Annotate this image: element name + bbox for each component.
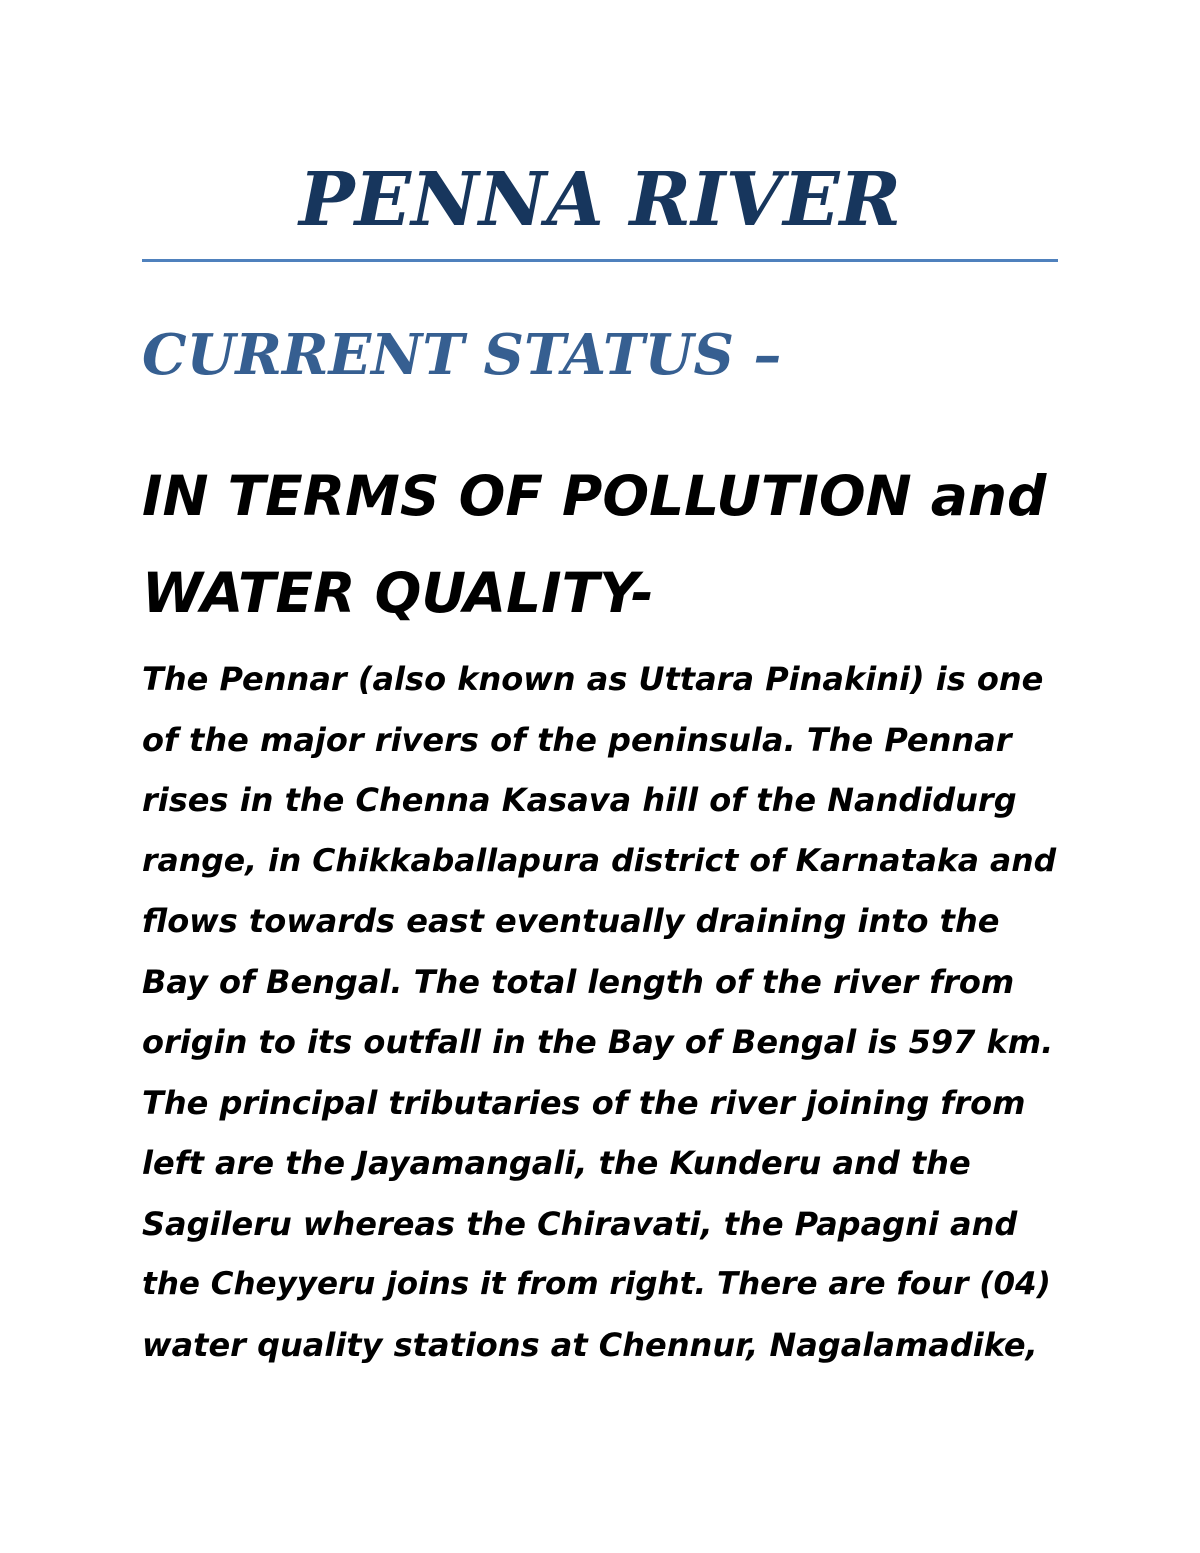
paragraph-line: range, in Chikkaballapura district of Karnataka and bbox=[142, 842, 1057, 879]
paragraph-line: rises in the Chenna Kasava hill of the Nandidurg bbox=[142, 781, 1017, 819]
paragraph-line: The Pennar (also known as Uttara Pinakini) is one bbox=[142, 660, 1044, 698]
document-title: PENNA RIVER bbox=[299, 157, 901, 243]
body-paragraph bbox=[142, 649, 1058, 1375]
paragraph-line: flows towards east eventually draining into the bbox=[142, 902, 1000, 940]
paragraph-line: Bay of Bengal. The total length of the river from bbox=[142, 962, 1015, 1001]
paragraph-line: of the major rivers of the peninsula. The Pennar bbox=[142, 720, 1012, 759]
paragraph-line: left are the Jayamangali, the Kunderu and the bbox=[142, 1144, 971, 1182]
paragraph-line: Sagileru whereas the Chiravati, the Papagni and bbox=[142, 1204, 1018, 1243]
paragraph-line: the Cheyyeru joins it from right. There are four (04) bbox=[142, 1266, 1051, 1302]
heading-line: IN TERMS OF POLLUTION and bbox=[142, 464, 1047, 528]
title-underline-divider bbox=[142, 259, 1058, 262]
section-subtitle: CURRENT STATUS – bbox=[142, 322, 782, 388]
heading-line: WATER QUALITY- bbox=[142, 561, 654, 625]
paragraph-line: water quality stations at Chennur, Nagalamadike, bbox=[142, 1325, 1038, 1364]
section-heading bbox=[142, 448, 1058, 642]
paragraph-line: origin to its outfall in the Bay of Bengal is 597 km. bbox=[142, 1023, 1054, 1061]
paragraph-line: The principal tributaries of the river joining from bbox=[142, 1083, 1026, 1122]
